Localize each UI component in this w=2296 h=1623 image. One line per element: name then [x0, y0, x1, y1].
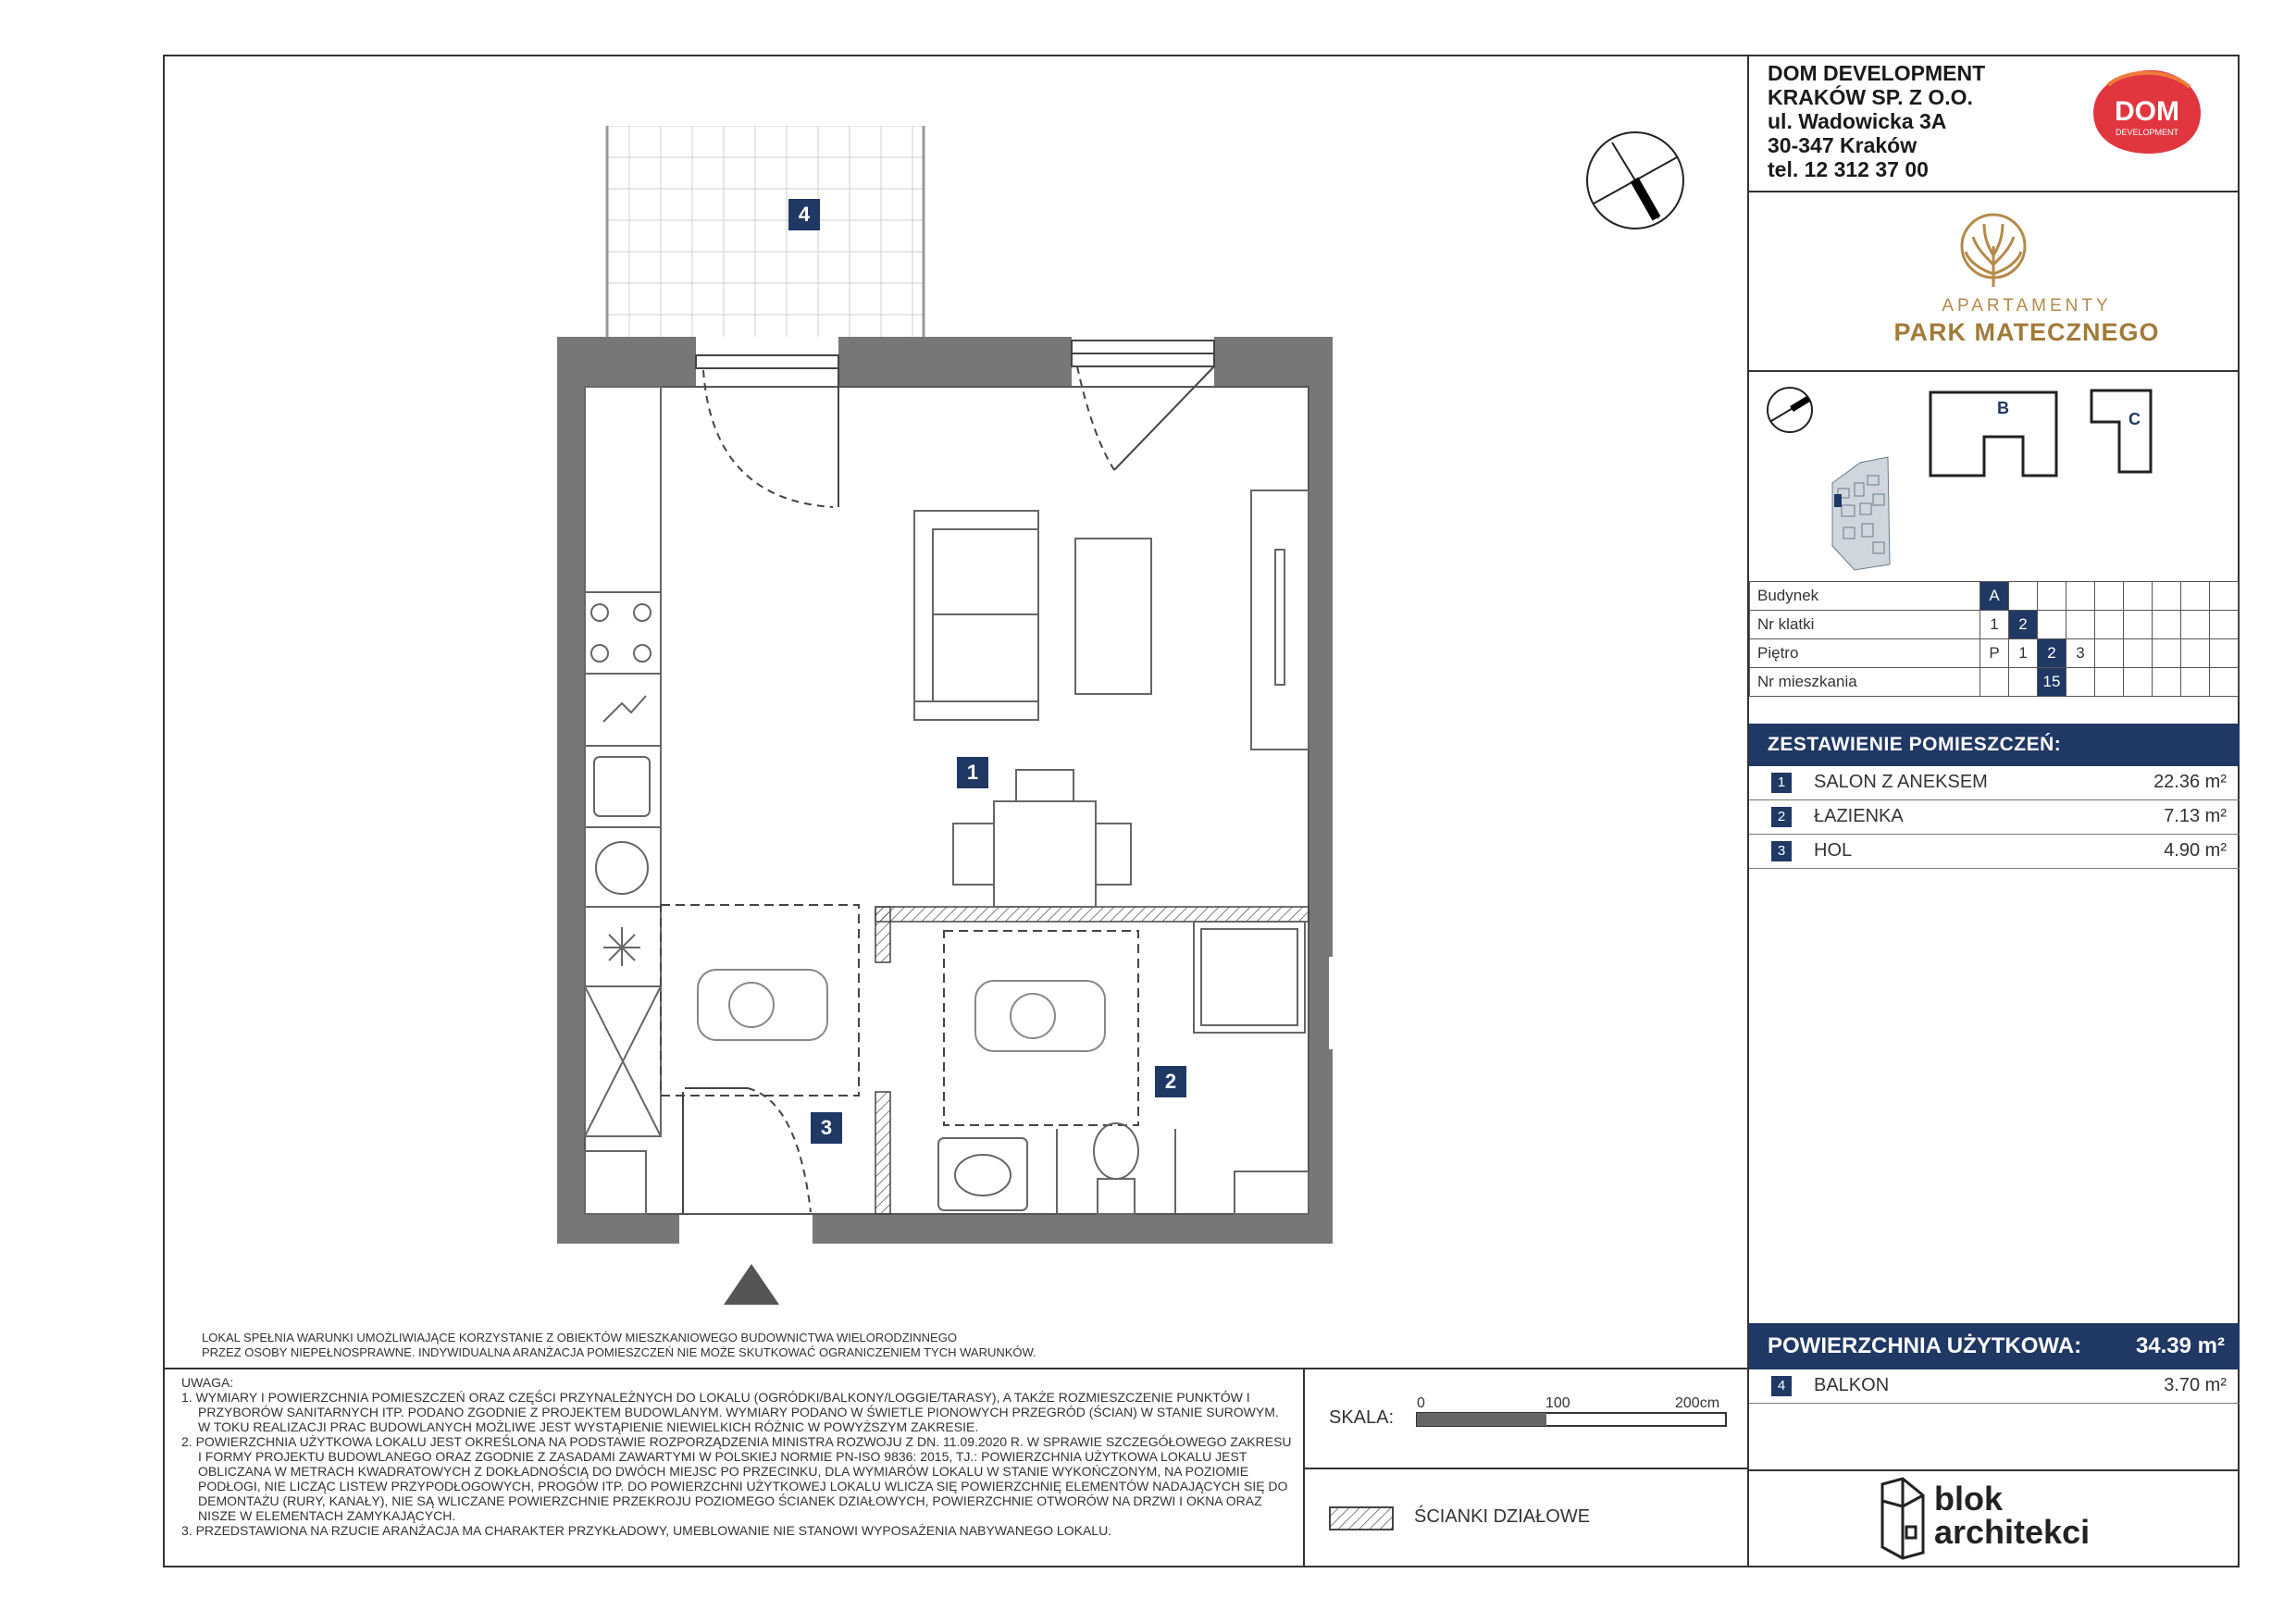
building-c-label: C	[2128, 410, 2141, 428]
room-row	[1749, 766, 2240, 800]
tree-logo-icon	[1956, 209, 2030, 292]
dining-set	[953, 770, 1131, 907]
nr-mieszkania-label: Nr mieszkania	[1750, 668, 1980, 697]
row-nr-klatki	[1750, 611, 2239, 639]
budynek-label: Budynek	[1750, 582, 1980, 611]
row-budynek	[1750, 582, 2239, 611]
door-swings	[703, 366, 1114, 1212]
pietro-p: P	[1980, 639, 2009, 668]
panel-line-2	[1747, 370, 2240, 372]
architect-logo	[1934, 1482, 2090, 1549]
room-row	[1749, 800, 2240, 835]
room-number-badge: 1	[1771, 773, 1792, 793]
pietro-label: Piętro	[1750, 639, 1980, 668]
small-compass-icon	[1768, 388, 1812, 432]
scale-label: SKALA:	[1329, 1407, 1395, 1428]
note-item: 1. WYMIARY I POWIERZCHNIA POMIESZCZEŃ ORAZ CZĘŚCI PRZYNALEŻNYCH DO LOKALU (OGRÓDKI/BALKONY/LOGGIE/TARASY), A TAKŻE ROZMIESZCZENIE PUNKTÓW I PRZYBORÓW SANITARNYCH ITP. PODANO ZGODNIE Z PROJEKTEM BUDOWLANYM. WYMIARY PODANO W ŚWIETLE PIONOWYCH PRZEGRÓD (ŚCIAN) W STANIE SUROWYM. W TOKU REALIZACJI PRAC BUDOWLANYCH MOŻLIWE JEST WYSTĄPIENIE NIEWIELKICH RÓŻNIC W POWYŻSZYM ZAKRESIE.	[181, 1390, 1279, 1434]
room-area: 22.36 m²	[2153, 772, 2227, 792]
room-label-hall: 3	[811, 1112, 842, 1144]
usable-area-header	[1749, 1323, 2240, 1369]
dom-logo-text: DOM	[2115, 96, 2179, 127]
company-name-2: KRAKÓW SP. Z O.O.	[1768, 85, 1973, 109]
balcony-area	[607, 126, 924, 337]
blok-architekci-icon	[1875, 1475, 1930, 1560]
panel-line-1	[1747, 191, 2240, 192]
room-label-bathroom: 2	[1155, 1066, 1186, 1097]
accessibility-line-1: LOKAL SPEŁNIA WARUNKI UMOŻLIWIAJĄCE KORZYSTANIE Z OBIEKTÓW MIESZKANIOWEGO BUDOWNICTWA WIELORODZINNEGO	[202, 1331, 957, 1344]
scale-tick-200: 200cm	[1675, 1395, 1720, 1411]
company-name: DOM DEVELOPMENT	[1768, 61, 1986, 85]
company-address	[1768, 61, 1985, 181]
room-name: SALON Z ANEKSEM	[1814, 772, 1988, 792]
room-number-badge: 3	[1771, 841, 1792, 861]
room-name: HOL	[1814, 840, 1853, 861]
scale-bar	[1416, 1412, 1727, 1429]
usable-area-label: POWIERZCHNIA UŻYTKOWA:	[1768, 1333, 2082, 1358]
company-street: ul. Wadowicka 3A	[1768, 109, 1947, 133]
building-b-label: B	[1997, 399, 2009, 417]
note-item: 3. PRZEDSTAWIONA NA RZUCIE ARANŻACJA MA CHARAKTER PRZYKŁADOWY, UMEBLOWANIE NIE STANOWI WYPOSAŻENIA NABYWANEGO LOKALU.	[181, 1523, 1112, 1538]
notes-title: UWAGA:	[181, 1375, 234, 1390]
row-pietro	[1750, 639, 2239, 668]
bathroom-fixtures	[938, 922, 1309, 1214]
balcony-area: 3.70 m²	[2164, 1375, 2227, 1395]
floor-plan	[537, 111, 1333, 1314]
budynek-value-a: A	[1980, 582, 2009, 611]
scale-divider	[1303, 1468, 1749, 1469]
balcony-row	[1749, 1369, 2240, 1404]
room-label-balcony: 4	[788, 199, 820, 230]
location-table	[1749, 581, 2239, 697]
partition-hatch-icon	[1329, 1506, 1394, 1532]
note-item: 2. POWIERZCHNIA UŻYTKOWA LOKALU JEST OKREŚLONA NA PODSTAWIE ROZPORZĄDZENIA MINISTRA ROZWOJU Z DN. 11.09.2020 R. W SPRAWIE SZCZEGÓŁOWEGO ZAKRESU I FORMY PROJEKTU BUDOWLANEGO ORAZ ZGODNIE Z ZASADAMI ZAWARTYMI W POLSKIEJ NORMIE PN-ISO 9836: 2015, TJ.: POWIERZCHNIA UŻYTKOWA LOKALU JEST OBLICZANA W METRACH KWADRATOWYCH Z DOKŁADNOŚCIĄ DO DWÓCH MIEJSC PO PRZECINKU, DLA WYMIARÓW LOKALU W STANIE WYKOŃCZONYM, NA POZIOMIE PODŁOGI, NIE LICZĄC LISTEW PRZYPODŁOGOWYCH, PROGÓW ITP. DO POWIERZCHNI UŻYTKOWEJ LOKALU WLICZA SIĘ POWIERZCHNIĘ ELEMENTÓW NADAJĄCYCH SIĘ DO DEMONTAŻU (RURY, KANAŁY), NIE SĄ WLICZANE POWIERZCHNIE PRZEKROJU POZIOMEGO ŚCIANEK DZIAŁOWYCH, POWIERZCHNIE OTWORÓW NA DRZWI I OKNA ORAZ NISZE W ELEMENTACH ZAMYKAJĄCYCH.	[181, 1434, 1292, 1523]
room-number-badge: 2	[1771, 807, 1792, 827]
scale-tick-0: 0	[1417, 1395, 1425, 1411]
kitchen-counter	[585, 387, 661, 1214]
tv-cabinet	[1251, 490, 1309, 750]
north-compass-icon	[1584, 130, 1686, 231]
room-area: 4.90 m²	[2164, 840, 2227, 861]
notes-top-line	[163, 1368, 1749, 1369]
door-leaves	[685, 366, 1214, 1088]
building-b-outline	[1930, 392, 2056, 476]
balcony-number-badge: 4	[1771, 1376, 1792, 1396]
sofa	[914, 511, 1038, 720]
pietro-2: 2	[2038, 639, 2066, 668]
entrance-marker-icon	[724, 1264, 779, 1305]
windows	[696, 341, 1333, 1049]
company-city: 30-347 Kraków	[1768, 133, 1917, 157]
room-name: ŁAZIENKA	[1814, 806, 1904, 826]
nr-mieszkania-value: 15	[2038, 668, 2066, 697]
architect-line-2: architekci	[1934, 1513, 2091, 1551]
coffee-table	[1075, 539, 1151, 694]
notes-block	[181, 1375, 1292, 1538]
room-label-salon: 1	[957, 757, 988, 788]
project-line-1: APARTAMENTY	[1942, 296, 2112, 316]
dom-logo-subtext: DEVELOPMENT	[2115, 128, 2179, 137]
site-marker	[1834, 494, 1842, 507]
nr-klatki-label: Nr klatki	[1750, 611, 1980, 639]
project-logo	[1814, 296, 2240, 347]
company-phone: tel. 12 312 37 00	[1768, 157, 1929, 181]
row-nr-mieszkania	[1750, 668, 2239, 697]
rooms-summary-header: ZESTAWIENIE POMIESZCZEŃ:	[1749, 724, 2240, 766]
site-mini-map	[1832, 457, 1890, 570]
accessibility-note	[202, 1331, 1036, 1360]
pietro-1: 1	[2009, 639, 2038, 668]
scale-tick-100: 100	[1545, 1395, 1570, 1411]
architect-line-1: blok	[1934, 1480, 2004, 1518]
balcony-name: BALKON	[1814, 1375, 1890, 1395]
accessibility-line-2: PRZEZ OSOBY NIEPEŁNOSPRAWNE. INDYWIDUALNA ARANŻACJA POMIESZCZEŃ NIE MOŻE SKUTKOWAĆ OGRANICZENIEM TYCH WARUNKÓW.	[202, 1345, 1036, 1359]
klatka-1: 1	[1980, 611, 2009, 639]
panel-line-3	[1747, 1469, 2240, 1471]
site-plan	[1758, 379, 2240, 581]
wheelchair-icons	[698, 970, 1105, 1051]
dom-development-logo	[2090, 67, 2204, 155]
usable-area-value: 34.39 m²	[2135, 1333, 2225, 1358]
room-area: 7.13 m²	[2164, 806, 2227, 826]
room-row	[1749, 835, 2240, 869]
partition-legend-label: ŚCIANKI DZIAŁOWE	[1414, 1506, 1591, 1527]
klatka-2: 2	[2009, 611, 2038, 639]
project-line-2: PARK MATECZNEGO	[1893, 318, 2160, 346]
building-c-outline	[2091, 390, 2151, 472]
pietro-3: 3	[2066, 639, 2095, 668]
partition-walls	[683, 907, 1309, 1214]
